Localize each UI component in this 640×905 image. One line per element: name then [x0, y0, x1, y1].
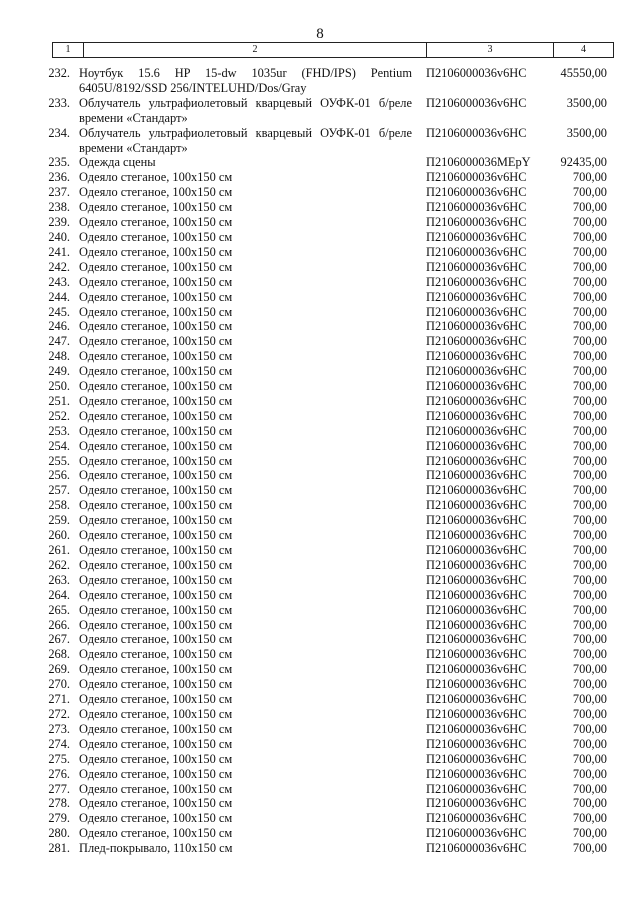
inventory-code: П2106000036v6HC — [426, 632, 527, 647]
inventory-code: П2106000036v6HC — [426, 557, 527, 572]
item-amount: 700,00 — [572, 215, 607, 230]
item-name: Одеяло стеганое, 100x150 см — [79, 423, 233, 438]
column-header-4: 4 — [581, 44, 586, 55]
row-number: 274. — [48, 736, 70, 751]
table-row — [0, 603, 640, 618]
item-name: Облучатель ультрафиолетовый кварцевый ОУФК-01 б/реле времени «Стандарт» — [79, 125, 412, 155]
item-amount: 700,00 — [572, 379, 607, 394]
item-name: Одеяло стеганое, 100x150 см — [79, 781, 233, 796]
table-row — [0, 170, 640, 185]
item-name: Одеяло стеганое, 100x150 см — [79, 632, 233, 647]
inventory-code: П2106000036v6HC — [426, 229, 527, 244]
table-row — [0, 782, 640, 797]
item-name: Плед-покрывало, 110x150 см — [79, 841, 233, 856]
row-number: 278. — [48, 796, 70, 811]
inventory-code: П2106000036v6HC — [426, 528, 527, 543]
row-number: 276. — [48, 766, 70, 781]
table-row — [0, 200, 640, 215]
item-name: Одеяло стеганое, 100x150 см — [79, 379, 233, 394]
inventory-code: П2106000036v6HC — [426, 125, 527, 140]
row-number: 268. — [48, 647, 70, 662]
item-amount: 700,00 — [572, 706, 607, 721]
inventory-table-body — [0, 66, 640, 856]
row-number: 234. — [48, 125, 70, 140]
item-amount: 700,00 — [572, 453, 607, 468]
inventory-code: П2106000036v6HC — [426, 408, 527, 423]
inventory-code: П2106000036v6HC — [426, 826, 527, 841]
table-row — [0, 528, 640, 543]
item-name: Одеяло стеганое, 100x150 см — [79, 259, 233, 274]
row-number: 266. — [48, 617, 70, 632]
inventory-code: П2106000036v6HC — [426, 468, 527, 483]
inventory-code: П2106000036v6HC — [426, 215, 527, 230]
table-row — [0, 126, 640, 156]
inventory-code: П2106000036v6HC — [426, 647, 527, 662]
item-name: Одеяло стеганое, 100x150 см — [79, 349, 233, 364]
row-number: 240. — [48, 229, 70, 244]
row-number: 251. — [48, 393, 70, 408]
row-number: 237. — [48, 185, 70, 200]
table-row — [0, 796, 640, 811]
item-amount: 700,00 — [572, 364, 607, 379]
item-amount: 700,00 — [572, 438, 607, 453]
table-row — [0, 826, 640, 841]
column-header-1: 1 — [53, 43, 84, 57]
row-number: 248. — [48, 349, 70, 364]
inventory-code: П2106000036v6HC — [426, 483, 527, 498]
item-name: Одежда сцены — [79, 155, 156, 170]
inventory-code: П2106000036v6HC — [426, 453, 527, 468]
item-name: Одеяло стеганое, 100x150 см — [79, 736, 233, 751]
item-amount: 700,00 — [572, 259, 607, 274]
table-row — [0, 543, 640, 558]
table-row — [0, 468, 640, 483]
item-name: Одеяло стеганое, 100x150 см — [79, 692, 233, 707]
inventory-code: П2106000036v6HC — [426, 498, 527, 513]
inventory-code: П2106000036v6HC — [426, 706, 527, 721]
row-number: 252. — [48, 408, 70, 423]
item-name: Одеяло стеганое, 100x150 см — [79, 170, 233, 185]
row-number: 238. — [48, 200, 70, 215]
item-amount: 700,00 — [572, 200, 607, 215]
inventory-code: П2106000036v6HC — [426, 602, 527, 617]
item-name: Одеяло стеганое, 100x150 см — [79, 513, 233, 528]
item-name: Одеяло стеганое, 100x150 см — [79, 229, 233, 244]
row-number: 232. — [48, 66, 70, 80]
table-row — [0, 483, 640, 498]
table-row — [0, 409, 640, 424]
item-amount: 3500,00 — [566, 95, 607, 110]
item-name: Одеяло стеганое, 100x150 см — [79, 393, 233, 408]
item-name: Одеяло стеганое, 100x150 см — [79, 244, 233, 259]
row-number: 242. — [48, 259, 70, 274]
item-name: Одеяло стеганое, 100x150 см — [79, 200, 233, 215]
item-amount: 700,00 — [572, 602, 607, 617]
row-number: 277. — [48, 781, 70, 796]
table-row — [0, 230, 640, 245]
row-number: 269. — [48, 662, 70, 677]
item-name: Одеяло стеганое, 100x150 см — [79, 602, 233, 617]
row-number: 258. — [48, 498, 70, 513]
table-row — [0, 841, 640, 856]
row-number: 280. — [48, 826, 70, 841]
table-row — [0, 588, 640, 603]
table-row — [0, 424, 640, 439]
row-number: 272. — [48, 706, 70, 721]
inventory-code: П2106000036v6HC — [426, 587, 527, 602]
table-row — [0, 752, 640, 767]
item-name: Одеяло стеганое, 100x150 см — [79, 483, 233, 498]
inventory-code: П2106000036v6HC — [426, 617, 527, 632]
item-name: Одеяло стеганое, 100x150 см — [79, 438, 233, 453]
inventory-code: П2106000036v6HC — [426, 379, 527, 394]
item-amount: 700,00 — [572, 572, 607, 587]
row-number: 281. — [48, 841, 70, 856]
inventory-code: П2106000036v6HC — [426, 721, 527, 736]
column-header-2: 2 — [84, 43, 427, 57]
row-number: 261. — [48, 543, 70, 557]
row-number: 245. — [48, 304, 70, 319]
item-amount: 700,00 — [572, 185, 607, 200]
table-row — [0, 767, 640, 782]
inventory-code: П2106000036v6HC — [426, 796, 527, 811]
table-row — [0, 558, 640, 573]
inventory-code: П2106000036v6HC — [426, 244, 527, 259]
item-name: Одеяло стеганое, 100x150 см — [79, 677, 233, 692]
table-row — [0, 349, 640, 364]
item-amount: 700,00 — [572, 229, 607, 244]
item-name: Ноутбук 15.6 HP 15-dw 1035ur (FHD/IPS) Pentium 6405U/8192/SSD 256/INTELUHD/Dos/Gray — [79, 66, 412, 95]
row-number: 243. — [48, 274, 70, 289]
inventory-code: П2106000036v6HC — [426, 289, 527, 304]
table-row — [0, 334, 640, 349]
item-amount: 700,00 — [572, 751, 607, 766]
row-number: 249. — [48, 364, 70, 379]
item-amount: 700,00 — [572, 244, 607, 259]
item-name: Одеяло стеганое, 100x150 см — [79, 274, 233, 289]
item-name: Одеяло стеганое, 100x150 см — [79, 215, 233, 230]
item-amount: 700,00 — [572, 274, 607, 289]
row-number: 250. — [48, 379, 70, 394]
item-name: Одеяло стеганое, 100x150 см — [79, 721, 233, 736]
item-amount: 700,00 — [572, 557, 607, 572]
item-amount: 700,00 — [572, 170, 607, 185]
row-number: 255. — [48, 453, 70, 468]
item-name: Одеяло стеганое, 100x150 см — [79, 364, 233, 379]
item-amount: 700,00 — [572, 692, 607, 707]
item-amount: 700,00 — [572, 393, 607, 408]
inventory-code: П2106000036v6HC — [426, 841, 527, 856]
inventory-code: П2106000036v6HC — [426, 766, 527, 781]
item-name: Одеяло стеганое, 100x150 см — [79, 289, 233, 304]
row-number: 275. — [48, 751, 70, 766]
item-amount: 700,00 — [572, 349, 607, 364]
table-row — [0, 573, 640, 588]
row-number: 253. — [48, 423, 70, 438]
inventory-code: П2106000036v6HC — [426, 274, 527, 289]
item-name: Одеяло стеганое, 100x150 см — [79, 766, 233, 781]
inventory-code: П2106000036v6HC — [426, 304, 527, 319]
inventory-code: П2106000036v6HC — [426, 662, 527, 677]
item-name: Одеяло стеганое, 100x150 см — [79, 811, 233, 826]
item-name: Одеяло стеганое, 100x150 см — [79, 587, 233, 602]
table-row — [0, 498, 640, 513]
item-name: Одеяло стеганое, 100x150 см — [79, 543, 233, 557]
table-row — [0, 305, 640, 320]
item-name: Одеяло стеганое, 100x150 см — [79, 334, 233, 349]
inventory-code: П2106000036v6HC — [426, 95, 527, 110]
table-row — [0, 439, 640, 454]
item-amount: 700,00 — [572, 781, 607, 796]
row-number: 262. — [48, 557, 70, 572]
inventory-code: П2106000036v6HC — [426, 259, 527, 274]
item-amount: 700,00 — [572, 766, 607, 781]
row-number: 265. — [48, 602, 70, 617]
row-number: 279. — [48, 811, 70, 826]
item-amount: 700,00 — [572, 304, 607, 319]
item-amount: 700,00 — [572, 662, 607, 677]
table-row — [0, 632, 640, 647]
inventory-code: П2106000036v6HC — [426, 438, 527, 453]
row-number: 235. — [48, 155, 70, 170]
inventory-code: П2106000036v6HC — [426, 393, 527, 408]
table-row — [0, 364, 640, 379]
item-amount: 700,00 — [572, 647, 607, 662]
item-amount: 700,00 — [572, 543, 607, 557]
row-number: 259. — [48, 513, 70, 528]
item-amount: 700,00 — [572, 677, 607, 692]
item-name: Одеяло стеганое, 100x150 см — [79, 185, 233, 200]
item-amount: 700,00 — [572, 632, 607, 647]
item-amount: 700,00 — [572, 468, 607, 483]
table-row — [0, 96, 640, 126]
item-amount: 3500,00 — [566, 125, 607, 140]
table-row — [0, 618, 640, 633]
table-row — [0, 662, 640, 677]
item-amount: 700,00 — [572, 408, 607, 423]
row-number: 241. — [48, 244, 70, 259]
table-row — [0, 647, 640, 662]
item-name: Облучатель ультрафиолетовый кварцевый ОУФК-01 б/реле времени «Стандарт» — [79, 95, 412, 125]
row-number: 233. — [48, 95, 70, 110]
table-row — [0, 513, 640, 528]
table-row — [0, 260, 640, 275]
row-number: 247. — [48, 334, 70, 349]
row-number: 260. — [48, 528, 70, 543]
table-row — [0, 319, 640, 334]
inventory-code: П2106000036v6HC — [426, 185, 527, 200]
inventory-code: П2106000036v6HC — [426, 170, 527, 185]
item-amount: 700,00 — [572, 483, 607, 498]
row-number: 246. — [48, 319, 70, 334]
item-name: Одеяло стеганое, 100x150 см — [79, 796, 233, 811]
table-row — [0, 722, 640, 737]
table-row — [0, 275, 640, 290]
item-amount: 700,00 — [572, 736, 607, 751]
item-amount: 45550,00 — [560, 66, 607, 80]
row-number: 270. — [48, 677, 70, 692]
table-row — [0, 707, 640, 722]
item-amount: 700,00 — [572, 587, 607, 602]
table-row — [0, 379, 640, 394]
row-number: 244. — [48, 289, 70, 304]
item-name: Одеяло стеганое, 100x150 см — [79, 751, 233, 766]
item-name: Одеяло стеганое, 100x150 см — [79, 826, 233, 841]
column-header-row — [52, 42, 614, 58]
inventory-code: П2106000036v6HC — [426, 692, 527, 707]
row-number: 257. — [48, 483, 70, 498]
item-name: Одеяло стеганое, 100x150 см — [79, 706, 233, 721]
item-name: Одеяло стеганое, 100x150 см — [79, 408, 233, 423]
inventory-code: П2106000036v6HC — [426, 572, 527, 587]
inventory-code: П2106000036v6HC — [426, 66, 527, 80]
inventory-code: П2106000036v6HC — [426, 349, 527, 364]
row-number: 271. — [48, 692, 70, 707]
inventory-code: П2106000036v6HC — [426, 751, 527, 766]
inventory-code: П2106000036v6HC — [426, 781, 527, 796]
table-row — [0, 811, 640, 826]
table-row — [0, 692, 640, 707]
table-row — [0, 394, 640, 409]
table-row — [0, 245, 640, 260]
table-row — [0, 737, 640, 752]
table-row — [0, 454, 640, 469]
inventory-code: П2106000036v6HC — [426, 513, 527, 528]
row-number: 256. — [48, 468, 70, 483]
inventory-code: П2106000036v6HC — [426, 200, 527, 215]
item-name: Одеяло стеганое, 100x150 см — [79, 319, 233, 334]
item-name: Одеяло стеганое, 100x150 см — [79, 528, 233, 543]
item-name: Одеяло стеганое, 100x150 см — [79, 617, 233, 632]
item-amount: 700,00 — [572, 498, 607, 513]
item-name: Одеяло стеганое, 100x150 см — [79, 498, 233, 513]
item-name: Одеяло стеганое, 100x150 см — [79, 572, 233, 587]
table-row — [0, 155, 640, 170]
row-number: 239. — [48, 215, 70, 230]
column-header-3: 3 — [427, 43, 554, 57]
item-amount: 700,00 — [572, 319, 607, 334]
item-name: Одеяло стеганое, 100x150 см — [79, 557, 233, 572]
table-row — [0, 66, 640, 96]
table-row — [0, 215, 640, 230]
item-amount: 700,00 — [572, 617, 607, 632]
item-name: Одеяло стеганое, 100x150 см — [79, 647, 233, 662]
item-amount: 700,00 — [572, 513, 607, 528]
item-amount: 700,00 — [572, 334, 607, 349]
item-name: Одеяло стеганое, 100x150 см — [79, 662, 233, 677]
inventory-code: П2106000036v6HC — [426, 423, 527, 438]
row-number: 263. — [48, 572, 70, 587]
inventory-code: П2106000036v6HC — [426, 334, 527, 349]
row-number: 254. — [48, 438, 70, 453]
inventory-code: П2106000036МЕрY — [426, 155, 531, 170]
item-amount: 700,00 — [572, 721, 607, 736]
inventory-code: П2106000036v6HC — [426, 811, 527, 826]
table-row — [0, 290, 640, 305]
item-amount: 700,00 — [572, 423, 607, 438]
row-number: 264. — [48, 587, 70, 602]
row-number: 273. — [48, 721, 70, 736]
item-amount: 700,00 — [572, 289, 607, 304]
item-amount: 700,00 — [572, 796, 607, 811]
row-number: 267. — [48, 632, 70, 647]
inventory-code: П2106000036v6HC — [426, 677, 527, 692]
table-row — [0, 185, 640, 200]
inventory-code: П2106000036v6HC — [426, 364, 527, 379]
item-name: Одеяло стеганое, 100x150 см — [79, 453, 233, 468]
inventory-code: П2106000036v6HC — [426, 319, 527, 334]
inventory-code: П2106000036v6HC — [426, 736, 527, 751]
inventory-code: П2106000036v6HC — [426, 543, 527, 557]
item-amount: 92435,00 — [560, 155, 607, 170]
page-number: 8 — [316, 26, 324, 42]
item-amount: 700,00 — [572, 841, 607, 856]
table-row — [0, 677, 640, 692]
item-amount: 700,00 — [572, 811, 607, 826]
item-name: Одеяло стеганое, 100x150 см — [79, 468, 233, 483]
item-name: Одеяло стеганое, 100x150 см — [79, 304, 233, 319]
row-number: 236. — [48, 170, 70, 185]
item-amount: 700,00 — [572, 826, 607, 841]
item-amount: 700,00 — [572, 528, 607, 543]
